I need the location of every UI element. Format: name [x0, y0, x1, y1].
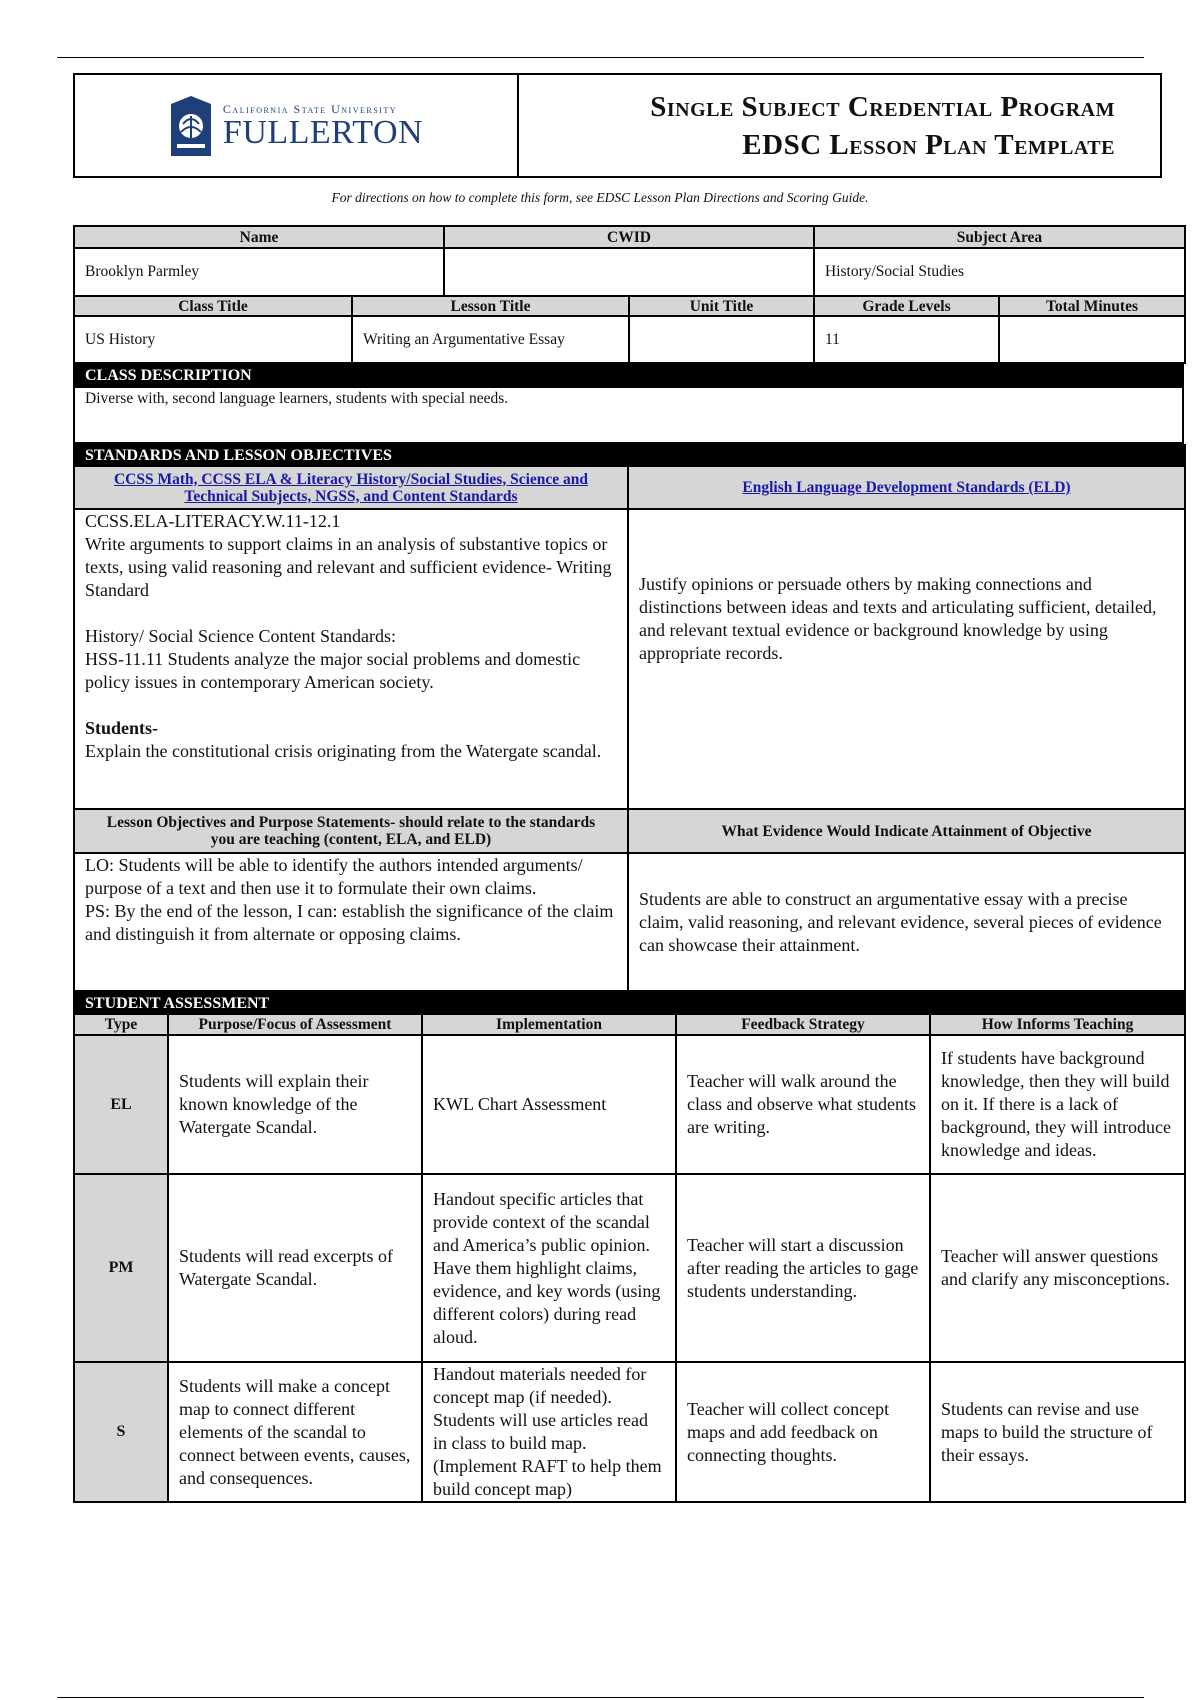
column-header-implementation: Implementation	[422, 1014, 676, 1035]
total-minutes-label: Total Minutes	[999, 296, 1185, 316]
title-line-1: Single Subject Credential Program	[650, 90, 1115, 123]
bottom-rule	[57, 1697, 1144, 1698]
class-title-label: Class Title	[74, 296, 352, 316]
content-standards-heading: History/ Social Science Content Standards:	[85, 626, 396, 646]
objectives-cell[interactable]	[74, 853, 628, 991]
assessment-feedback[interactable]: Teacher will collect concept maps and add feedback on connecting thoughts.	[676, 1362, 930, 1502]
assessment-table	[73, 992, 1186, 1503]
unit-title-label: Unit Title	[629, 296, 814, 316]
lesson-title-label: Lesson Title	[352, 296, 629, 316]
grade-levels-value[interactable]: 11	[814, 316, 999, 363]
writing-standard-text: Write arguments to support claims in an analysis of substantive topics or texts, using valid reasoning and relevant and sufficient evidence- Writing Standard	[85, 534, 612, 600]
university-logo	[75, 75, 519, 176]
info-table	[73, 225, 1186, 297]
top-rule	[57, 57, 1144, 58]
logo-small-text: California State University	[222, 101, 397, 116]
column-header-purpose: Purpose/Focus of Assessment	[168, 1014, 422, 1035]
standards-heading: STANDARDS AND LESSON OBJECTIVES	[74, 445, 1185, 466]
table-row	[74, 1362, 1185, 1502]
class-description-table	[73, 364, 1184, 444]
class-description-text[interactable]: Diverse with, second language learners, students with special needs.	[74, 387, 1183, 443]
assessment-feedback[interactable]: Teacher will walk around the class and observe what students are writing.	[676, 1035, 930, 1174]
table-row	[74, 1035, 1185, 1174]
eld-standards-text[interactable]: Justify opinions or persuade others by making connections and distinctions between ideas and texts and articulating sufficient, detailed, and relevant textual evidence or background knowledge by using appropriate records.	[628, 509, 1185, 809]
lesson-title-value[interactable]: Writing an Argumentative Essay	[352, 316, 629, 363]
column-header-feedback: Feedback Strategy	[676, 1014, 930, 1035]
assessment-informs[interactable]: Teacher will answer questions and clarify any misconceptions.	[930, 1174, 1185, 1362]
ccss-standards-link[interactable]: CCSS Math, CCSS ELA & Literacy History/Social Studies, Science and Technical Subjects, NGSS, and Content Standards	[74, 466, 628, 509]
column-header-informs: How Informs Teaching	[930, 1014, 1185, 1035]
column-header-type: Type	[74, 1014, 168, 1035]
unit-title-value[interactable]	[629, 316, 814, 363]
name-value[interactable]: Brooklyn Parmley	[74, 248, 444, 296]
total-minutes-value[interactable]	[999, 316, 1185, 363]
content-standards-text: HSS-11.11 Students analyze the major social problems and domestic policy issues in contemporary American society.	[85, 649, 581, 692]
assessment-implementation[interactable]: Handout specific articles that provide context of the scandal and America’s public opinion. Have them highlight claims, evidence, and key words (using different colors) during read aloud.	[422, 1174, 676, 1362]
document-header	[73, 73, 1162, 178]
grade-levels-label: Grade Levels	[814, 296, 999, 316]
assessment-purpose[interactable]: Students will read excerpts of Watergate Scandal.	[168, 1174, 422, 1362]
assessment-implementation[interactable]: Handout materials needed for concept map (if needed). Students will use articles read in class to build map. (Implement RAFT to help them build concept map)	[422, 1362, 676, 1502]
content-standards-cell[interactable]	[74, 509, 628, 809]
cwid-label: CWID	[444, 226, 814, 248]
title-line-2: EDSC Lesson Plan Template	[742, 128, 1115, 161]
directions-note: For directions on how to complete this form, see EDSC Lesson Plan Directions and Scoring Guide.	[331, 190, 869, 205]
assessment-type: EL	[74, 1035, 168, 1174]
students-text: Explain the constitutional crisis originating from the Watergate scandal.	[85, 741, 602, 761]
assessment-implementation[interactable]: KWL Chart Assessment	[422, 1035, 676, 1174]
assessment-informs[interactable]: Students can revise and use maps to build the structure of their essays.	[930, 1362, 1185, 1502]
eld-standards-link[interactable]: English Language Development Standards (ELD)	[628, 466, 1185, 509]
assessment-type: PM	[74, 1174, 168, 1362]
assessment-heading: STUDENT ASSESSMENT	[74, 993, 1185, 1014]
assessment-purpose[interactable]: Students will explain their known knowledge of the Watergate Scandal.	[168, 1035, 422, 1174]
subject-area-label: Subject Area	[814, 226, 1185, 248]
tower-icon	[169, 96, 213, 156]
objectives-header: Lesson Objectives and Purpose Statements- should relate to the standards you are teaching (content, ELA, and ELD)	[74, 809, 628, 853]
assessment-feedback[interactable]: Teacher will start a discussion after reading the articles to gage students understanding.	[676, 1174, 930, 1362]
students-heading: Students-	[85, 718, 159, 738]
class-info-table	[73, 295, 1186, 364]
class-title-value[interactable]: US History	[74, 316, 352, 363]
subject-area-value[interactable]: History/Social Studies	[814, 248, 1185, 296]
standard-code: CCSS.ELA-LITERACY.W.11-12.1	[85, 511, 341, 531]
standards-table	[73, 444, 1186, 992]
logo-big-text: FULLERTON	[222, 113, 424, 151]
purpose-statement-text: PS: By the end of the lesson, I can: establish the significance of the claim and distinguish it from alternate or opposing claims.	[85, 901, 614, 944]
evidence-header: What Evidence Would Indicate Attainment of Objective	[628, 809, 1185, 853]
assessment-informs[interactable]: If students have background knowledge, then they will build on it. If there is a lack of background, they will introduce knowledge and ideas.	[930, 1035, 1185, 1174]
assessment-type: S	[74, 1362, 168, 1502]
cwid-value[interactable]	[444, 248, 814, 296]
lesson-objective-text: LO: Students will be able to identify the authors intended arguments/ purpose of a text and then use it to formulate their own claims.	[85, 855, 583, 898]
evidence-text[interactable]: Students are able to construct an argumentative essay with a precise claim, valid reasoning, and relevant evidence, several pieces of evidence can showcase their attainment.	[628, 853, 1185, 991]
table-row	[74, 1174, 1185, 1362]
class-description-heading: CLASS DESCRIPTION	[74, 365, 1183, 387]
assessment-purpose[interactable]: Students will make a concept map to connect different elements of the scandal to connect between events, causes, and consequences.	[168, 1362, 422, 1502]
name-label: Name	[74, 226, 444, 248]
